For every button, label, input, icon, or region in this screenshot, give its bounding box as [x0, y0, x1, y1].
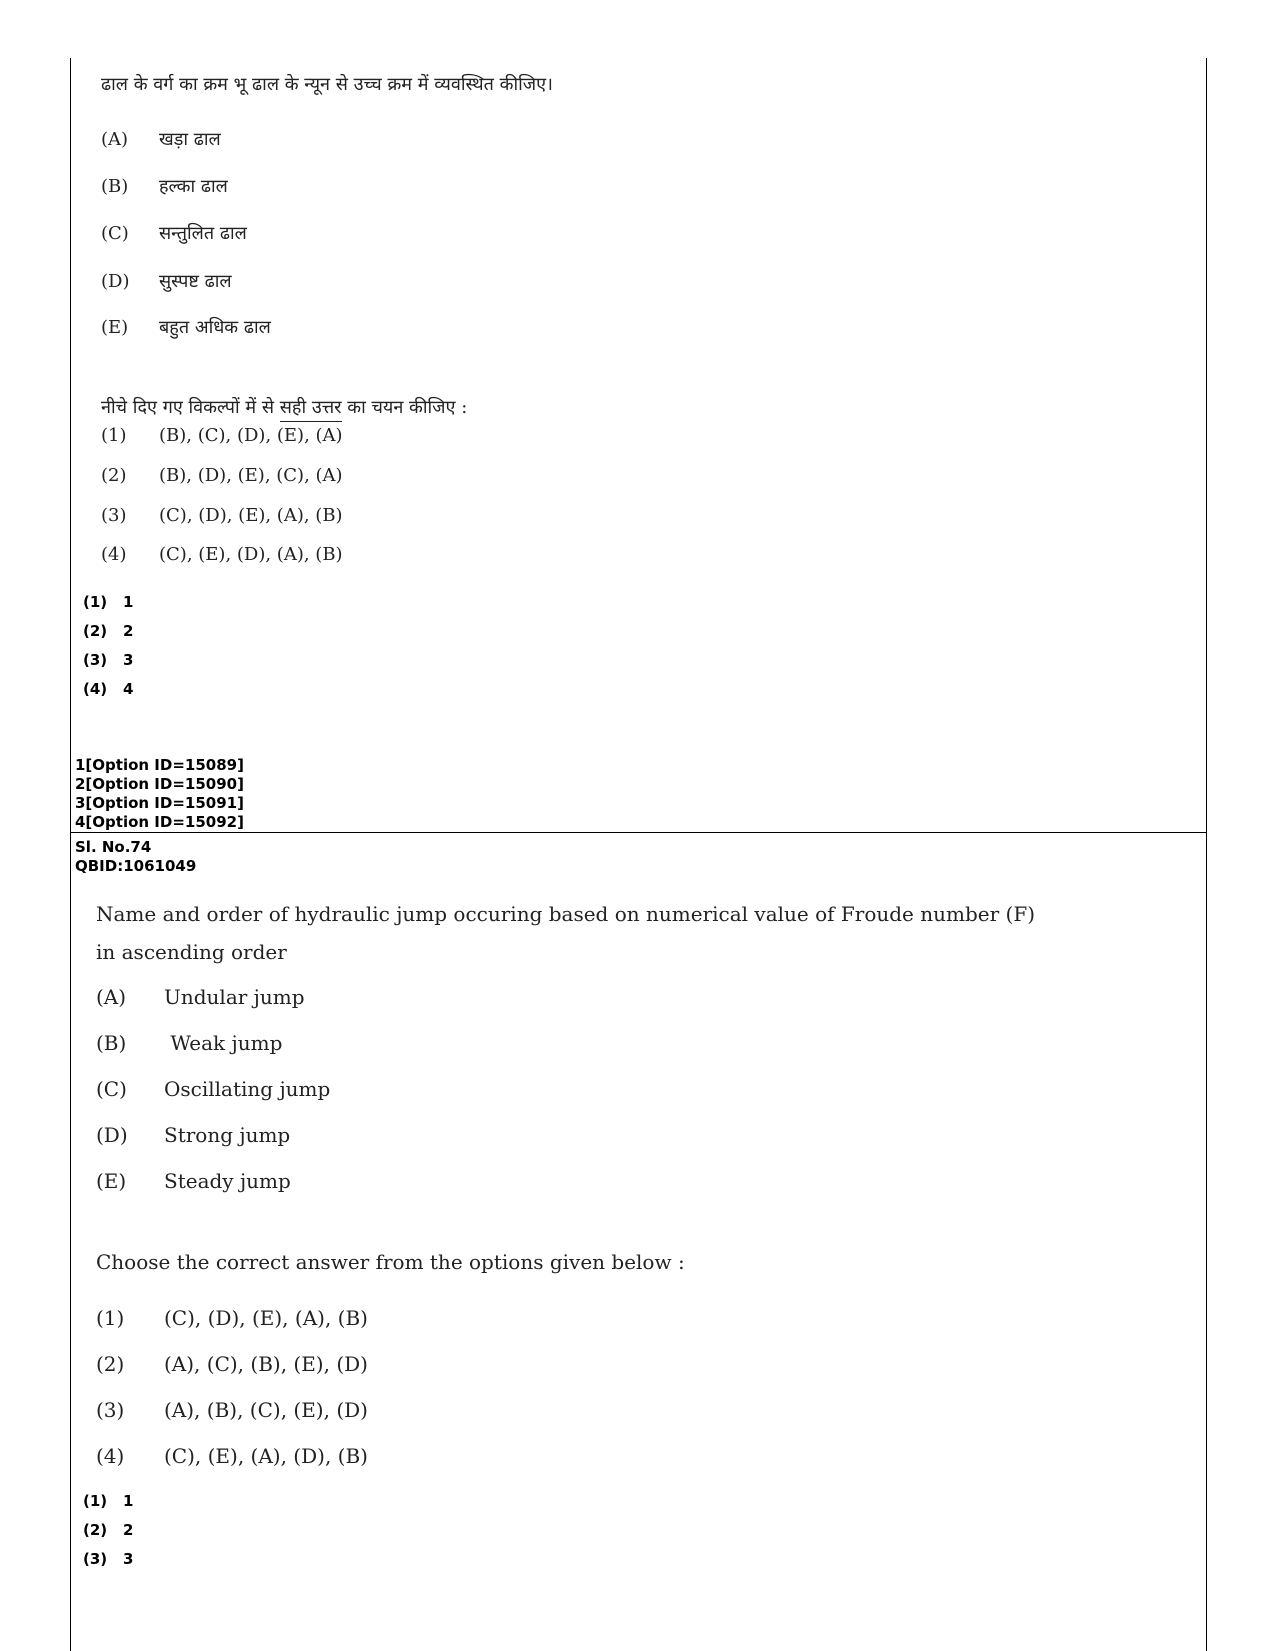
- item-label: (E): [96, 1169, 127, 1193]
- choice-label: (3): [96, 1398, 125, 1422]
- question-line-2: in ascending order: [96, 940, 287, 964]
- q73-answer-option-3[interactable]: [83, 651, 133, 669]
- choice-label: (1): [101, 425, 127, 446]
- question-73-text: ढाल के वर्ग का क्रम भू ढाल के न्यून से उच्च क्रम में व्यवस्थित कीजिए।: [101, 74, 553, 95]
- q73-answer-option-4[interactable]: [83, 680, 133, 698]
- q73-item-a: [101, 127, 221, 151]
- choice-text: (C), (D), (E), (A), (B): [164, 1306, 368, 1330]
- item-text: खड़ा ढाल: [159, 129, 221, 150]
- q73-item-e: [101, 315, 271, 339]
- answer-label: (3): [83, 1550, 108, 1568]
- item-text: सन्तुलित ढाल: [159, 223, 247, 244]
- q73-answer-option-2[interactable]: [83, 622, 133, 640]
- choice-text: (C), (D), (E), (A), (B): [159, 505, 343, 526]
- answer-value: 1: [123, 593, 134, 611]
- item-label: (B): [101, 176, 129, 197]
- answer-value: 2: [123, 1521, 134, 1539]
- choice-label: (1): [96, 1306, 125, 1330]
- item-text: बहुत अधिक ढाल: [159, 317, 271, 338]
- q73-choice-1: [101, 425, 343, 446]
- q73-option-ids: [75, 756, 244, 832]
- option-id-4: 4[Option ID=15092]: [75, 813, 244, 831]
- choice-label: (2): [96, 1352, 125, 1376]
- option-id-3: 3[Option ID=15091]: [75, 794, 244, 812]
- item-label: (B): [96, 1031, 127, 1055]
- choice-label: (4): [101, 544, 127, 565]
- choose-suffix: का चयन कीजिए :: [347, 397, 468, 418]
- q74-item-b: [96, 1031, 282, 1055]
- item-text: सुस्पष्ट ढाल: [159, 271, 232, 292]
- q74-sl-no: Sl. No.74: [75, 838, 152, 856]
- q74-answer-option-1[interactable]: [83, 1492, 133, 1510]
- choice-label: (2): [101, 465, 127, 486]
- item-label: (A): [101, 129, 129, 150]
- answer-label: (2): [83, 1521, 108, 1539]
- q74-answer-option-3[interactable]: [83, 1550, 133, 1568]
- choice-label: (4): [96, 1444, 125, 1468]
- choice-text: (C), (E), (D), (A), (B): [159, 544, 343, 565]
- choice-text: (B), (D), (E), (C), (A): [159, 465, 343, 486]
- q73-choice-2: [101, 465, 343, 486]
- item-text: Strong jump: [164, 1123, 291, 1147]
- answer-value: 4: [123, 680, 134, 698]
- q74-item-a: [96, 985, 305, 1009]
- q73-answer-option-1[interactable]: [83, 593, 133, 611]
- q73-choice-3: [101, 505, 343, 526]
- item-text: Undular jump: [164, 985, 305, 1009]
- item-text: Steady jump: [164, 1169, 291, 1193]
- answer-value: 3: [123, 651, 134, 669]
- q74-choice-1: [96, 1306, 368, 1330]
- q74-answer-option-2[interactable]: [83, 1521, 133, 1539]
- answer-label: (3): [83, 651, 108, 669]
- q74-choice-2: [96, 1352, 368, 1376]
- item-text: Oscillating jump: [164, 1077, 331, 1101]
- item-label: (A): [96, 985, 127, 1009]
- answer-label: (4): [83, 680, 108, 698]
- item-label: (C): [96, 1077, 127, 1101]
- answer-label: (1): [83, 1492, 108, 1510]
- q73-item-d: [101, 269, 232, 293]
- choose-underlined: सही उत्तर: [280, 397, 342, 422]
- item-label: (E): [101, 317, 129, 338]
- q74-choice-3: [96, 1398, 368, 1422]
- choose-prefix: नीचे दिए गए विकल्पों में से: [101, 397, 274, 418]
- item-text: Weak jump: [164, 1031, 283, 1055]
- item-label: (D): [96, 1123, 128, 1147]
- choice-text: (A), (C), (B), (E), (D): [164, 1352, 368, 1376]
- question-line-1: Name and order of hydraulic jump occuring based on numerical value of Froude number (F): [96, 902, 1036, 926]
- option-id-2: 2[Option ID=15090]: [75, 775, 244, 793]
- q74-choice-4: [96, 1444, 368, 1468]
- choice-label: (3): [101, 505, 127, 526]
- item-text: हल्का ढाल: [159, 176, 228, 197]
- option-id-1: 1[Option ID=15089]: [75, 756, 244, 774]
- q74-item-e: [96, 1169, 291, 1193]
- item-label: (C): [101, 223, 129, 244]
- answer-value: 2: [123, 622, 134, 640]
- q73-item-b: [101, 174, 228, 198]
- answer-label: (2): [83, 622, 108, 640]
- question-divider: [70, 832, 1207, 833]
- answer-label: (1): [83, 593, 108, 611]
- question-74-text: [96, 895, 1035, 971]
- answer-value: 1: [123, 1492, 134, 1510]
- q74-qbid: QBID:1061049: [75, 857, 197, 875]
- q74-choose-instruction: Choose the correct answer from the options given below :: [96, 1250, 685, 1274]
- q74-item-c: [96, 1077, 330, 1101]
- q74-item-d: [96, 1123, 290, 1147]
- choice-text: (A), (B), (C), (E), (D): [164, 1398, 368, 1422]
- q73-choice-4: [101, 544, 343, 565]
- q73-choose-instruction: [101, 395, 467, 419]
- answer-value: 3: [123, 1550, 134, 1568]
- choice-text: (C), (E), (A), (D), (B): [164, 1444, 368, 1468]
- item-label: (D): [101, 271, 130, 292]
- q73-item-c: [101, 221, 247, 245]
- choice-text: (B), (C), (D), (E), (A): [159, 425, 343, 446]
